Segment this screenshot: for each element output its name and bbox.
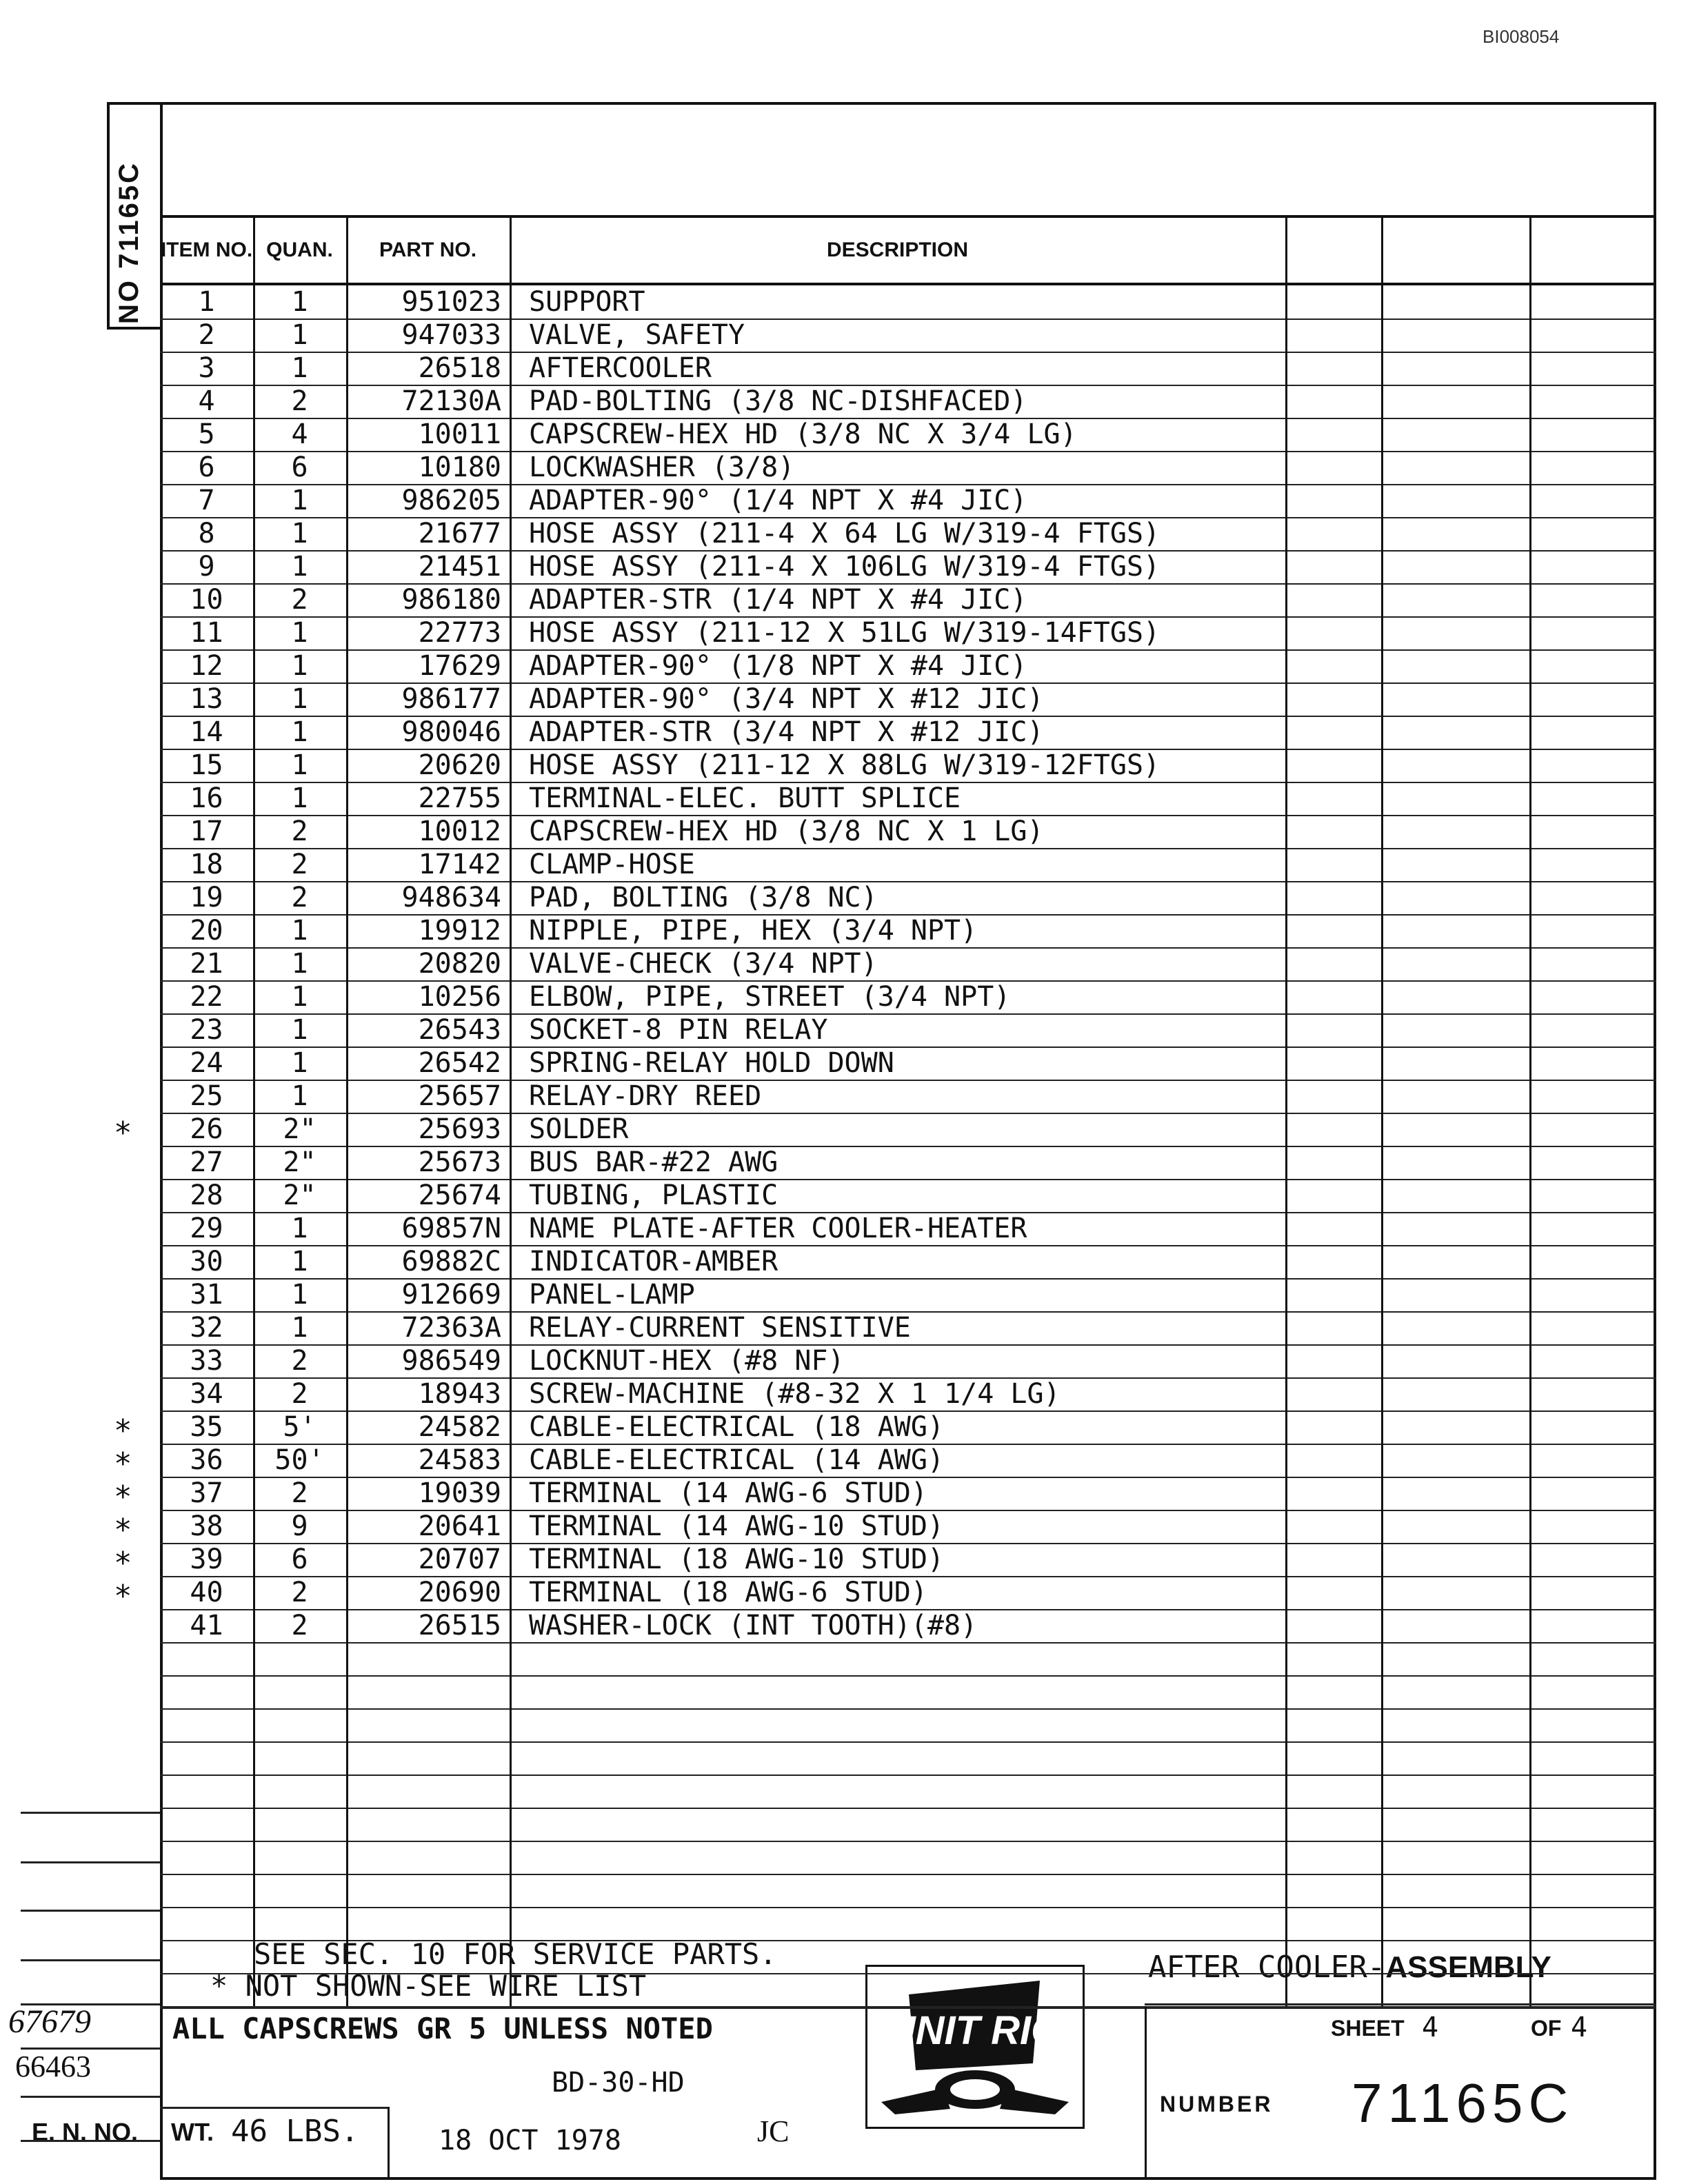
unit-rig-logo-icon bbox=[867, 1967, 1083, 2127]
of-label: OF bbox=[1531, 2016, 1562, 2041]
row-description: CAPSCREW-HEX HD (3/8 NC X 1 LG) bbox=[529, 816, 1044, 847]
revision-rule bbox=[21, 2096, 160, 2098]
row-rule bbox=[160, 1775, 1656, 1776]
row-rule bbox=[160, 318, 1656, 320]
row-rule bbox=[160, 1973, 1656, 1974]
revision-rule bbox=[21, 2003, 160, 2005]
row-rule bbox=[160, 418, 1656, 419]
row-quantity: 1 bbox=[291, 716, 308, 748]
revision-rule bbox=[21, 1959, 160, 1961]
row-description: LOCKNUT-HEX (#8 NF) bbox=[529, 1345, 845, 1377]
logo-text: UNIT RIG bbox=[886, 2008, 1063, 2053]
row-item-no: 9 bbox=[198, 551, 215, 583]
row-description: SOCKET-8 PIN RELAY bbox=[529, 1014, 828, 1046]
row-description: CABLE-ELECTRICAL (18 AWG) bbox=[529, 1411, 945, 1443]
row-item-no: 37 bbox=[190, 1477, 223, 1509]
row-quantity: 1 bbox=[291, 1246, 308, 1277]
row-rule bbox=[160, 517, 1656, 518]
column-rule bbox=[510, 218, 512, 2006]
title-block-rule bbox=[1145, 2006, 1147, 2180]
row-quantity: 1 bbox=[291, 1213, 308, 1244]
row-rule bbox=[160, 1046, 1656, 1048]
row-rule bbox=[160, 1543, 1656, 1544]
row-description: ADAPTER-STR (1/4 NPT X #4 JIC) bbox=[529, 584, 1027, 616]
row-part-no: 22773 bbox=[418, 617, 501, 649]
row-rule bbox=[160, 616, 1656, 618]
row-quantity: 1 bbox=[291, 551, 308, 583]
row-rule bbox=[160, 1444, 1656, 1445]
row-part-no: 21677 bbox=[418, 518, 501, 549]
wire-list-asterisk: * bbox=[114, 1513, 132, 1548]
eno-label: E. N. NO. bbox=[32, 2118, 139, 2146]
row-quantity: 2 bbox=[291, 385, 308, 417]
row-quantity: 50' bbox=[274, 1444, 325, 1476]
row-quantity: 2" bbox=[283, 1113, 316, 1145]
weight-box-top-rule bbox=[160, 2107, 388, 2109]
row-quantity: 1 bbox=[291, 319, 308, 351]
sheet-total: 4 bbox=[1571, 2012, 1588, 2043]
row-description: INDICATOR-AMBER bbox=[529, 1246, 778, 1277]
row-description: HOSE ASSY (211-12 X 51LG W/319-14FTGS) bbox=[529, 617, 1160, 649]
row-quantity: 1 bbox=[291, 915, 308, 947]
row-quantity: 1 bbox=[291, 749, 308, 781]
row-rule bbox=[160, 1410, 1656, 1412]
row-rule bbox=[160, 451, 1656, 452]
weight-label: WT. bbox=[171, 2118, 214, 2146]
row-quantity: 1 bbox=[291, 1279, 308, 1311]
row-item-no: 32 bbox=[190, 1312, 223, 1344]
row-quantity: 1 bbox=[291, 1047, 308, 1079]
row-part-no: 986180 bbox=[401, 584, 501, 616]
row-part-no: 25673 bbox=[418, 1146, 501, 1178]
row-quantity: 4 bbox=[291, 418, 308, 450]
wire-list-asterisk: * bbox=[114, 1546, 132, 1581]
row-description: HOSE ASSY (211-12 X 88LG W/319-12FTGS) bbox=[529, 749, 1160, 781]
row-part-no: 20641 bbox=[418, 1510, 501, 1542]
row-item-no: 33 bbox=[190, 1345, 223, 1377]
column-rule bbox=[1381, 218, 1383, 2006]
row-part-no: 72363A bbox=[401, 1312, 501, 1344]
row-part-no: 24582 bbox=[418, 1411, 501, 1443]
row-rule bbox=[160, 1874, 1656, 1875]
row-quantity: 1 bbox=[291, 352, 308, 384]
row-description: BUS BAR-#22 AWG bbox=[529, 1146, 778, 1178]
row-rule bbox=[160, 1146, 1656, 1147]
row-rule bbox=[160, 914, 1656, 916]
row-description: ADAPTER-90° (3/4 NPT X #12 JIC) bbox=[529, 683, 1044, 715]
row-part-no: 17629 bbox=[418, 650, 501, 682]
row-rule bbox=[160, 1708, 1656, 1710]
column-rule bbox=[346, 218, 348, 2006]
row-part-no: 980046 bbox=[401, 716, 501, 748]
note-service-parts: SEE SEC. 10 FOR SERVICE PARTS. bbox=[254, 1937, 777, 1971]
row-rule bbox=[160, 1510, 1656, 1511]
row-item-no: 20 bbox=[190, 915, 223, 947]
row-part-no: 20690 bbox=[418, 1577, 501, 1608]
row-part-no: 10012 bbox=[418, 816, 501, 847]
row-item-no: 15 bbox=[190, 749, 223, 781]
row-quantity: 1 bbox=[291, 782, 308, 814]
title-divider-rule bbox=[1145, 2003, 1656, 2005]
row-description: ADAPTER-STR (3/4 NPT X #12 JIC) bbox=[529, 716, 1044, 748]
weight-box-right-rule bbox=[388, 2107, 390, 2180]
wire-list-asterisk: * bbox=[114, 1413, 132, 1448]
sheet-number: 4 bbox=[1422, 2012, 1439, 2043]
row-rule bbox=[160, 550, 1656, 552]
row-item-no: 40 bbox=[190, 1577, 223, 1608]
row-rule bbox=[160, 484, 1656, 485]
row-rule bbox=[160, 1212, 1656, 1213]
row-item-no: 27 bbox=[190, 1146, 223, 1178]
row-rule bbox=[160, 848, 1656, 849]
assembly-title bbox=[1148, 1950, 1551, 1985]
row-item-no: 6 bbox=[198, 452, 215, 483]
row-quantity: 6 bbox=[291, 1544, 308, 1575]
notes-top-rule bbox=[160, 2006, 1656, 2009]
drawing-number: 71165C bbox=[1352, 2072, 1574, 2134]
row-quantity: 2 bbox=[291, 849, 308, 880]
row-description: PAD, BOLTING (3/8 NC) bbox=[529, 882, 878, 913]
row-rule bbox=[160, 815, 1656, 816]
row-rule bbox=[160, 1808, 1656, 1809]
row-rule bbox=[160, 1080, 1656, 1081]
row-quantity: 9 bbox=[291, 1510, 308, 1542]
change-notice-2: 66463 bbox=[15, 2050, 91, 2083]
blank-header-area bbox=[160, 102, 1656, 218]
row-rule bbox=[160, 1841, 1656, 1842]
row-rule bbox=[160, 583, 1656, 585]
row-item-no: 31 bbox=[190, 1279, 223, 1311]
row-part-no: 986177 bbox=[401, 683, 501, 715]
row-description: PANEL-LAMP bbox=[529, 1279, 695, 1311]
row-description: SCREW-MACHINE (#8-32 X 1 1/4 LG) bbox=[529, 1378, 1061, 1410]
row-item-no: 38 bbox=[190, 1510, 223, 1542]
row-quantity: 1 bbox=[291, 948, 308, 980]
row-quantity: 2 bbox=[291, 1610, 308, 1641]
header-blank-columns bbox=[1285, 218, 1656, 285]
row-rule bbox=[160, 1278, 1656, 1280]
row-item-no: 41 bbox=[190, 1610, 223, 1641]
column-rule bbox=[1529, 218, 1531, 2006]
row-item-no: 30 bbox=[190, 1246, 223, 1277]
note-not-shown: * NOT SHOWN-SEE WIRE LIST bbox=[210, 1969, 647, 2003]
row-quantity: 1 bbox=[291, 650, 308, 682]
row-quantity: 6 bbox=[291, 452, 308, 483]
column-rule bbox=[253, 218, 255, 2006]
header-quantity: QUAN. bbox=[253, 218, 346, 285]
row-rule bbox=[160, 1609, 1656, 1610]
wire-list-asterisk: * bbox=[114, 1446, 132, 1482]
row-rule bbox=[160, 782, 1656, 783]
row-item-no: 2 bbox=[198, 319, 215, 351]
row-item-no: 18 bbox=[190, 849, 223, 880]
row-rule bbox=[160, 980, 1656, 982]
row-description: TERMINAL-ELEC. BUTT SPLICE bbox=[529, 782, 961, 814]
row-quantity: 2 bbox=[291, 1577, 308, 1608]
row-quantity: 2 bbox=[291, 1477, 308, 1509]
row-rule bbox=[160, 881, 1656, 882]
revision-rule bbox=[21, 1910, 160, 1912]
row-rule bbox=[160, 716, 1656, 717]
row-part-no: 25693 bbox=[418, 1113, 501, 1145]
row-item-no: 23 bbox=[190, 1014, 223, 1046]
row-part-no: 18943 bbox=[418, 1378, 501, 1410]
row-part-no: 20820 bbox=[418, 948, 501, 980]
revision-rule bbox=[21, 2140, 160, 2142]
row-item-no: 5 bbox=[198, 418, 215, 450]
row-part-no: 69882C bbox=[401, 1246, 501, 1277]
row-item-no: 11 bbox=[190, 617, 223, 649]
revision-rule bbox=[21, 1812, 160, 1814]
row-description: ELBOW, PIPE, STREET (3/4 NPT) bbox=[529, 981, 1011, 1013]
row-quantity: 2" bbox=[283, 1146, 316, 1178]
bates-number: BI008054 bbox=[1483, 26, 1560, 47]
row-item-no: 39 bbox=[190, 1544, 223, 1575]
row-description: ADAPTER-90° (1/4 NPT X #4 JIC) bbox=[529, 485, 1027, 516]
row-description: CABLE-ELECTRICAL (14 AWG) bbox=[529, 1444, 945, 1476]
row-part-no: 24583 bbox=[418, 1444, 501, 1476]
row-rule bbox=[160, 1940, 1656, 1941]
sheet-label: SHEET bbox=[1331, 2016, 1405, 2041]
row-part-no: 72130A bbox=[401, 385, 501, 417]
row-rule bbox=[160, 1311, 1656, 1313]
weight-value: 46 LBS. bbox=[231, 2114, 359, 2149]
row-item-no: 12 bbox=[190, 650, 223, 682]
row-item-no: 36 bbox=[190, 1444, 223, 1476]
assembly-title-bold: ASSEMBLY bbox=[1385, 1950, 1551, 1984]
row-description: TERMINAL (14 AWG-6 STUD) bbox=[529, 1477, 927, 1509]
row-description: CLAMP-HOSE bbox=[529, 849, 695, 880]
row-item-no: 25 bbox=[190, 1080, 223, 1112]
wire-list-asterisk: * bbox=[114, 1579, 132, 1614]
row-part-no: 986549 bbox=[401, 1345, 501, 1377]
header-part-no: PART NO. bbox=[346, 218, 510, 285]
row-part-no: 21451 bbox=[418, 551, 501, 583]
row-quantity: 1 bbox=[291, 1014, 308, 1046]
row-item-no: 35 bbox=[190, 1411, 223, 1443]
row-item-no: 3 bbox=[198, 352, 215, 384]
row-quantity: 1 bbox=[291, 1080, 308, 1112]
revision-rule bbox=[21, 2048, 160, 2050]
row-part-no: 26515 bbox=[418, 1610, 501, 1641]
row-description: NIPPLE, PIPE, HEX (3/4 NPT) bbox=[529, 915, 978, 947]
row-item-no: 16 bbox=[190, 782, 223, 814]
row-description: WASHER-LOCK (INT TOOTH)(#8) bbox=[529, 1610, 978, 1641]
row-item-no: 1 bbox=[198, 286, 215, 318]
row-quantity: 2 bbox=[291, 816, 308, 847]
row-quantity: 1 bbox=[291, 518, 308, 549]
row-part-no: 25674 bbox=[418, 1180, 501, 1211]
drafter-initials: JC bbox=[757, 2114, 790, 2148]
revision-rule bbox=[21, 1861, 160, 1863]
row-quantity: 2 bbox=[291, 584, 308, 616]
row-quantity: 5' bbox=[283, 1411, 316, 1443]
row-item-no: 21 bbox=[190, 948, 223, 980]
row-rule bbox=[160, 1013, 1656, 1015]
row-rule bbox=[160, 1245, 1656, 1246]
row-description: TERMINAL (18 AWG-10 STUD) bbox=[529, 1544, 945, 1575]
row-rule bbox=[160, 1675, 1656, 1677]
row-rule bbox=[160, 1477, 1656, 1478]
row-rule bbox=[160, 1377, 1656, 1379]
drawing-date: 18 OCT 1978 bbox=[439, 2125, 621, 2156]
row-rule bbox=[160, 1113, 1656, 1114]
row-part-no: 19039 bbox=[418, 1477, 501, 1509]
row-rule bbox=[160, 749, 1656, 750]
row-rule bbox=[160, 947, 1656, 949]
row-description: SOLDER bbox=[529, 1113, 629, 1145]
row-quantity: 1 bbox=[291, 617, 308, 649]
row-description: VALVE, SAFETY bbox=[529, 319, 745, 351]
row-description: TUBING, PLASTIC bbox=[529, 1180, 778, 1211]
row-rule bbox=[160, 1576, 1656, 1577]
header-description: DESCRIPTION bbox=[510, 218, 1285, 285]
row-part-no: 912669 bbox=[401, 1279, 501, 1311]
wire-list-asterisk: * bbox=[114, 1115, 132, 1151]
row-item-no: 19 bbox=[190, 882, 223, 913]
row-part-no: 20707 bbox=[418, 1544, 501, 1575]
row-part-no: 69857N bbox=[401, 1213, 501, 1244]
row-part-no: 22755 bbox=[418, 782, 501, 814]
row-item-no: 24 bbox=[190, 1047, 223, 1079]
row-rule bbox=[160, 649, 1656, 651]
unit-rig-logo bbox=[865, 1965, 1085, 2129]
note-capscrews: ALL CAPSCREWS GR 5 UNLESS NOTED bbox=[172, 2012, 713, 2045]
row-item-no: 17 bbox=[190, 816, 223, 847]
row-part-no: 20620 bbox=[418, 749, 501, 781]
row-description: TERMINAL (18 AWG-6 STUD) bbox=[529, 1577, 927, 1608]
row-part-no: 10011 bbox=[418, 418, 501, 450]
row-description: ADAPTER-90° (1/8 NPT X #4 JIC) bbox=[529, 650, 1027, 682]
row-part-no: 26518 bbox=[418, 352, 501, 384]
column-rule bbox=[1285, 218, 1287, 2006]
row-quantity: 2 bbox=[291, 1378, 308, 1410]
row-rule bbox=[160, 1642, 1656, 1644]
row-part-no: 25657 bbox=[418, 1080, 501, 1112]
row-item-no: 8 bbox=[198, 518, 215, 549]
row-item-no: 4 bbox=[198, 385, 215, 417]
row-rule bbox=[160, 385, 1656, 386]
row-part-no: 10180 bbox=[418, 452, 501, 483]
row-description: RELAY-DRY REED bbox=[529, 1080, 762, 1112]
row-rule bbox=[160, 1179, 1656, 1180]
row-item-no: 34 bbox=[190, 1378, 223, 1410]
drawing-number-vertical: NO 71165C bbox=[114, 161, 144, 324]
row-part-no: 10256 bbox=[418, 981, 501, 1013]
row-description: SPRING-RELAY HOLD DOWN bbox=[529, 1047, 894, 1079]
row-description: CAPSCREW-HEX HD (3/8 NC X 3/4 LG) bbox=[529, 418, 1077, 450]
row-part-no: 19912 bbox=[418, 915, 501, 947]
row-item-no: 29 bbox=[190, 1213, 223, 1244]
row-description: TERMINAL (14 AWG-10 STUD) bbox=[529, 1510, 945, 1542]
row-part-no: 951023 bbox=[401, 286, 501, 318]
row-description: PAD-BOLTING (3/8 NC-DISHFACED) bbox=[529, 385, 1027, 417]
row-quantity: 1 bbox=[291, 1312, 308, 1344]
row-part-no: 26542 bbox=[418, 1047, 501, 1079]
row-description: AFTERCOOLER bbox=[529, 352, 712, 384]
row-item-no: 28 bbox=[190, 1180, 223, 1211]
number-label: NUMBER bbox=[1160, 2092, 1274, 2116]
row-quantity: 2" bbox=[283, 1180, 316, 1211]
row-part-no: 17142 bbox=[418, 849, 501, 880]
wire-list-asterisk: * bbox=[114, 1479, 132, 1515]
row-rule bbox=[160, 1741, 1656, 1743]
row-part-no: 947033 bbox=[401, 319, 501, 351]
row-description: LOCKWASHER (3/8) bbox=[529, 452, 795, 483]
row-part-no: 986205 bbox=[401, 485, 501, 516]
row-quantity: 1 bbox=[291, 286, 308, 318]
row-quantity: 1 bbox=[291, 485, 308, 516]
row-quantity: 2 bbox=[291, 1345, 308, 1377]
row-quantity: 2 bbox=[291, 882, 308, 913]
row-quantity: 1 bbox=[291, 683, 308, 715]
row-rule bbox=[160, 682, 1656, 684]
assembly-title-light: AFTER COOLER- bbox=[1148, 1950, 1386, 1985]
row-rule bbox=[160, 1344, 1656, 1346]
row-part-no: 26543 bbox=[418, 1014, 501, 1046]
row-description: VALVE-CHECK (3/4 NPT) bbox=[529, 948, 878, 980]
row-description: SUPPORT bbox=[529, 286, 645, 318]
header-item-no: ITEM NO. bbox=[160, 218, 253, 285]
row-item-no: 13 bbox=[190, 683, 223, 715]
change-notice-1: 67679 bbox=[8, 2003, 91, 2040]
row-quantity: 1 bbox=[291, 981, 308, 1013]
row-item-no: 14 bbox=[190, 716, 223, 748]
row-description: RELAY-CURRENT SENSITIVE bbox=[529, 1312, 911, 1344]
row-rule bbox=[160, 1907, 1656, 1908]
row-item-no: 10 bbox=[190, 584, 223, 616]
row-description: HOSE ASSY (211-4 X 106LG W/319-4 FTGS) bbox=[529, 551, 1160, 583]
row-item-no: 22 bbox=[190, 981, 223, 1013]
row-rule bbox=[160, 352, 1656, 353]
row-part-no: 948634 bbox=[401, 882, 501, 913]
row-item-no: 26 bbox=[190, 1113, 223, 1145]
row-description: HOSE ASSY (211-4 X 64 LG W/319-4 FTGS) bbox=[529, 518, 1160, 549]
row-item-no: 7 bbox=[198, 485, 215, 516]
model-number: BD-30-HD bbox=[552, 2067, 685, 2099]
row-description: NAME PLATE-AFTER COOLER-HEATER bbox=[529, 1213, 1027, 1244]
